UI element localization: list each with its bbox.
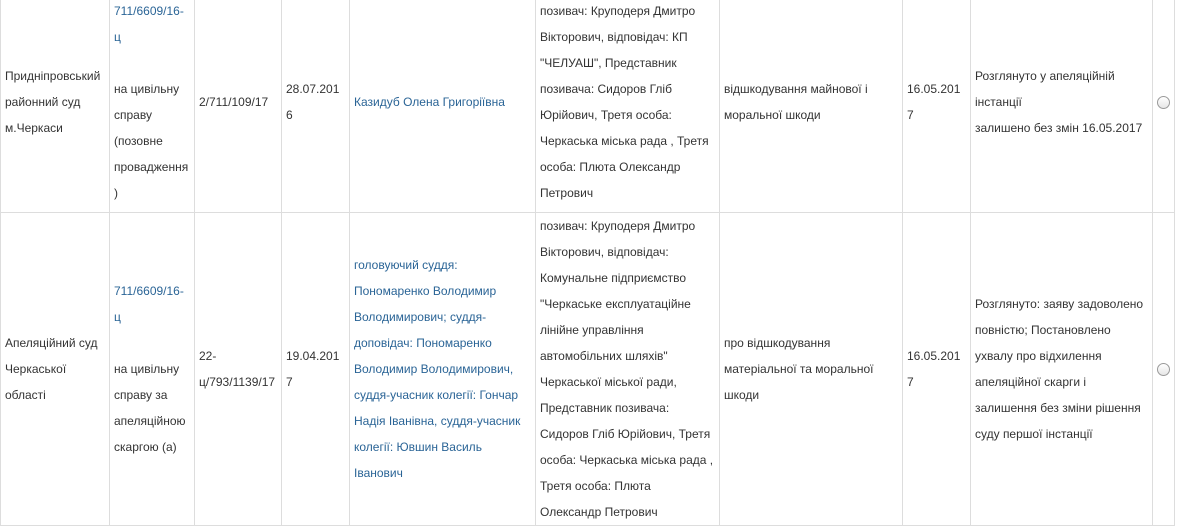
judge-cell [350, 0, 536, 213]
judge-cell [350, 213, 536, 526]
result-status: Розглянуто у апеляційній інстанції [975, 68, 1115, 109]
proceeding-number: 22-ц/793/1139/17 [195, 213, 282, 526]
court-name: Апеляційний суд Черкаської області [1, 213, 110, 526]
case-type: на цивільну справу (позовне провадження) [114, 81, 189, 200]
select-radio[interactable] [1157, 96, 1170, 109]
case-cell [110, 213, 195, 526]
case-subject: відшкодування майнової і моральної шкоди [720, 0, 903, 213]
select-radio[interactable] [1157, 363, 1170, 376]
case-result [971, 0, 1153, 213]
case-type: на цивільну справу за апеляційною скаргою (а) [114, 362, 186, 454]
parties: позивач: Круподеря Дмитро Вікторович, відповідач: Комунальне підприємство "Черкаське експлуатаційне лінійне управління автомобільних шляхів" Черкаської міської ради, Представник позивача: Сидоров Гліб Юрійович, Третя особа: Черкаська міська рада , Третя особа: Плюта Олександр Петрович [536, 213, 720, 526]
case-subject: про відшкодування матеріальної та моральної шкоди [720, 213, 903, 526]
case-number-link[interactable]: 711/6609/16-ц [114, 3, 184, 44]
select-cell [1153, 213, 1175, 526]
decision-date: 16.05.2017 [903, 0, 971, 213]
judge-link[interactable]: головуючий суддя: Пономаренко Володимир Володимирович; суддя-доповідач: Пономаренко Володимир Володимирович, суддя-учасник колегії: Гончар Надія Іванівна, суддя-учасник колегії: Ювшин Василь Іванович [354, 258, 521, 480]
result-detail: залишено без змін 16.05.2017 [975, 120, 1143, 135]
select-cell [1153, 0, 1175, 213]
decision-date: 16.05.2017 [903, 213, 971, 526]
registration-date: 28.07.2016 [282, 0, 350, 213]
parties: позивач: Круподеря Дмитро Вікторович, відповідач: КП "ЧЕЛУАШ", Представник позивача: Сидоров Гліб Юрійович, Третя особа: Черкаська міська рада , Третя особа: Плюта Олександр Петрович [536, 0, 720, 213]
proceeding-number: 2/711/109/17 [195, 0, 282, 213]
judge-link[interactable]: Казидуб Олена Григоріївна [354, 94, 505, 109]
case-number-link[interactable]: 711/6609/16-ц [114, 284, 184, 324]
case-result: Розглянуто: заяву задоволено повністю; Постановлено ухвалу про відхилення апеляційної скарги і залишення без зміни рішення суду першої інстанції [971, 213, 1153, 526]
court-name: Придніпровський районний суд м.Черкаси [1, 0, 110, 213]
table-row [1, 213, 1175, 526]
table-row [1, 0, 1175, 213]
registration-date: 19.04.2017 [282, 213, 350, 526]
case-cell [110, 0, 195, 213]
